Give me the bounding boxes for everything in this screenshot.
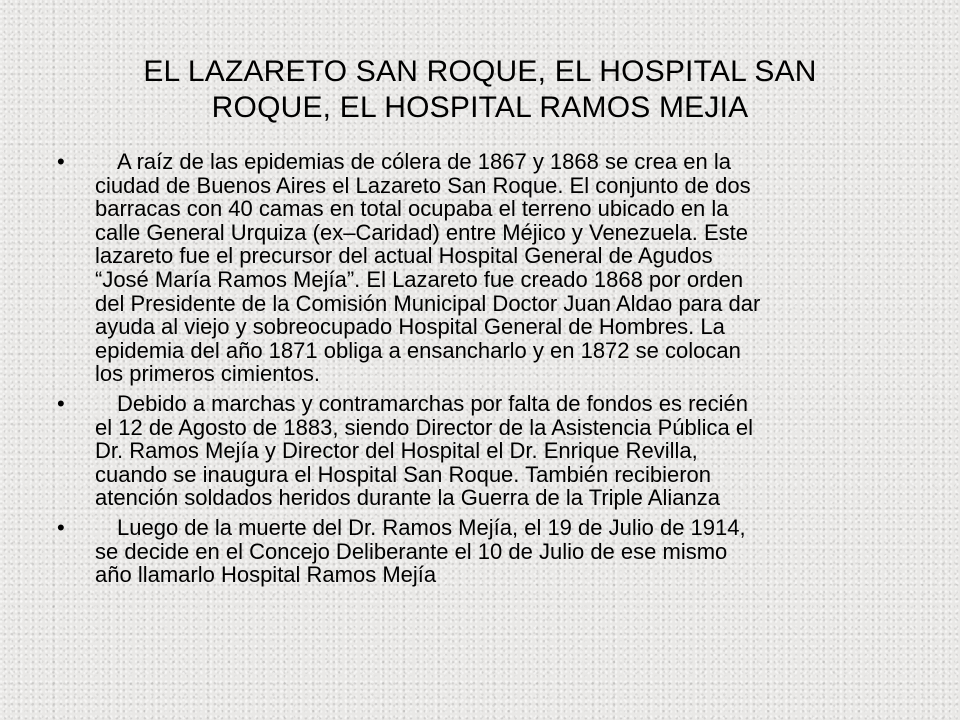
bullet-list: [57, 150, 907, 593]
slide-title: [60, 54, 900, 126]
slide-title-line-1: EL LAZARETO SAN ROQUE, EL HOSPITAL SAN: [143, 55, 817, 88]
bullet-text-3: Luego de la muerte del Dr. Ramos Mejía, el 19 de Julio de 1914, se decide en el Concejo Deliberante el 10 de Julio de ese mismo año llamarlo Hospital Ramos Mejía: [95, 514, 746, 588]
bullet-text-1: A raíz de las epidemias de cólera de 1867 y 1868 se crea en la ciudad de Buenos Aires el Lazareto San Roque. El conjunto de dos barracas con 40 camas en total ocupaba el terreno ubicado en la calle General Urquiza (ex–Caridad) entre Méjico y Venezuela. Este lazareto fue el precursor del actual Hospital General de Agudos “José María Ramos Mejía”. El Lazareto fue creado 1868 por orden del Presidente de la Comisión Municipal Doctor Juan Aldao para dar ayuda al viejo y sobreocupado Hospital General de Hombres. La epidemia del año 1871 obliga a ensancharlo y en 1872 se colocan los primeros cimientos.: [95, 149, 761, 387]
bullet-item-2: [57, 392, 907, 510]
bullet-item-3: [57, 516, 907, 587]
bullet-marker: •: [57, 149, 65, 174]
bullet-item-1: [57, 150, 907, 386]
bullet-marker: •: [57, 390, 65, 416]
slide-title-line-2: ROQUE, EL HOSPITAL RAMOS MEJIA: [211, 91, 749, 124]
bullet-text-2: Debido a marchas y contramarchas por falta de fondos es recién el 12 de Agosto de 1883, siendo Director de la Asistencia Pública el Dr. Ramos Mejía y Director del Hospital el Dr. Enrique Revilla, cuando se inaugura el Hospital San Roque. También recibieron atención soldados heridos durante la Guerra de la Triple Alianza: [95, 390, 753, 511]
bullet-marker: •: [57, 514, 65, 540]
